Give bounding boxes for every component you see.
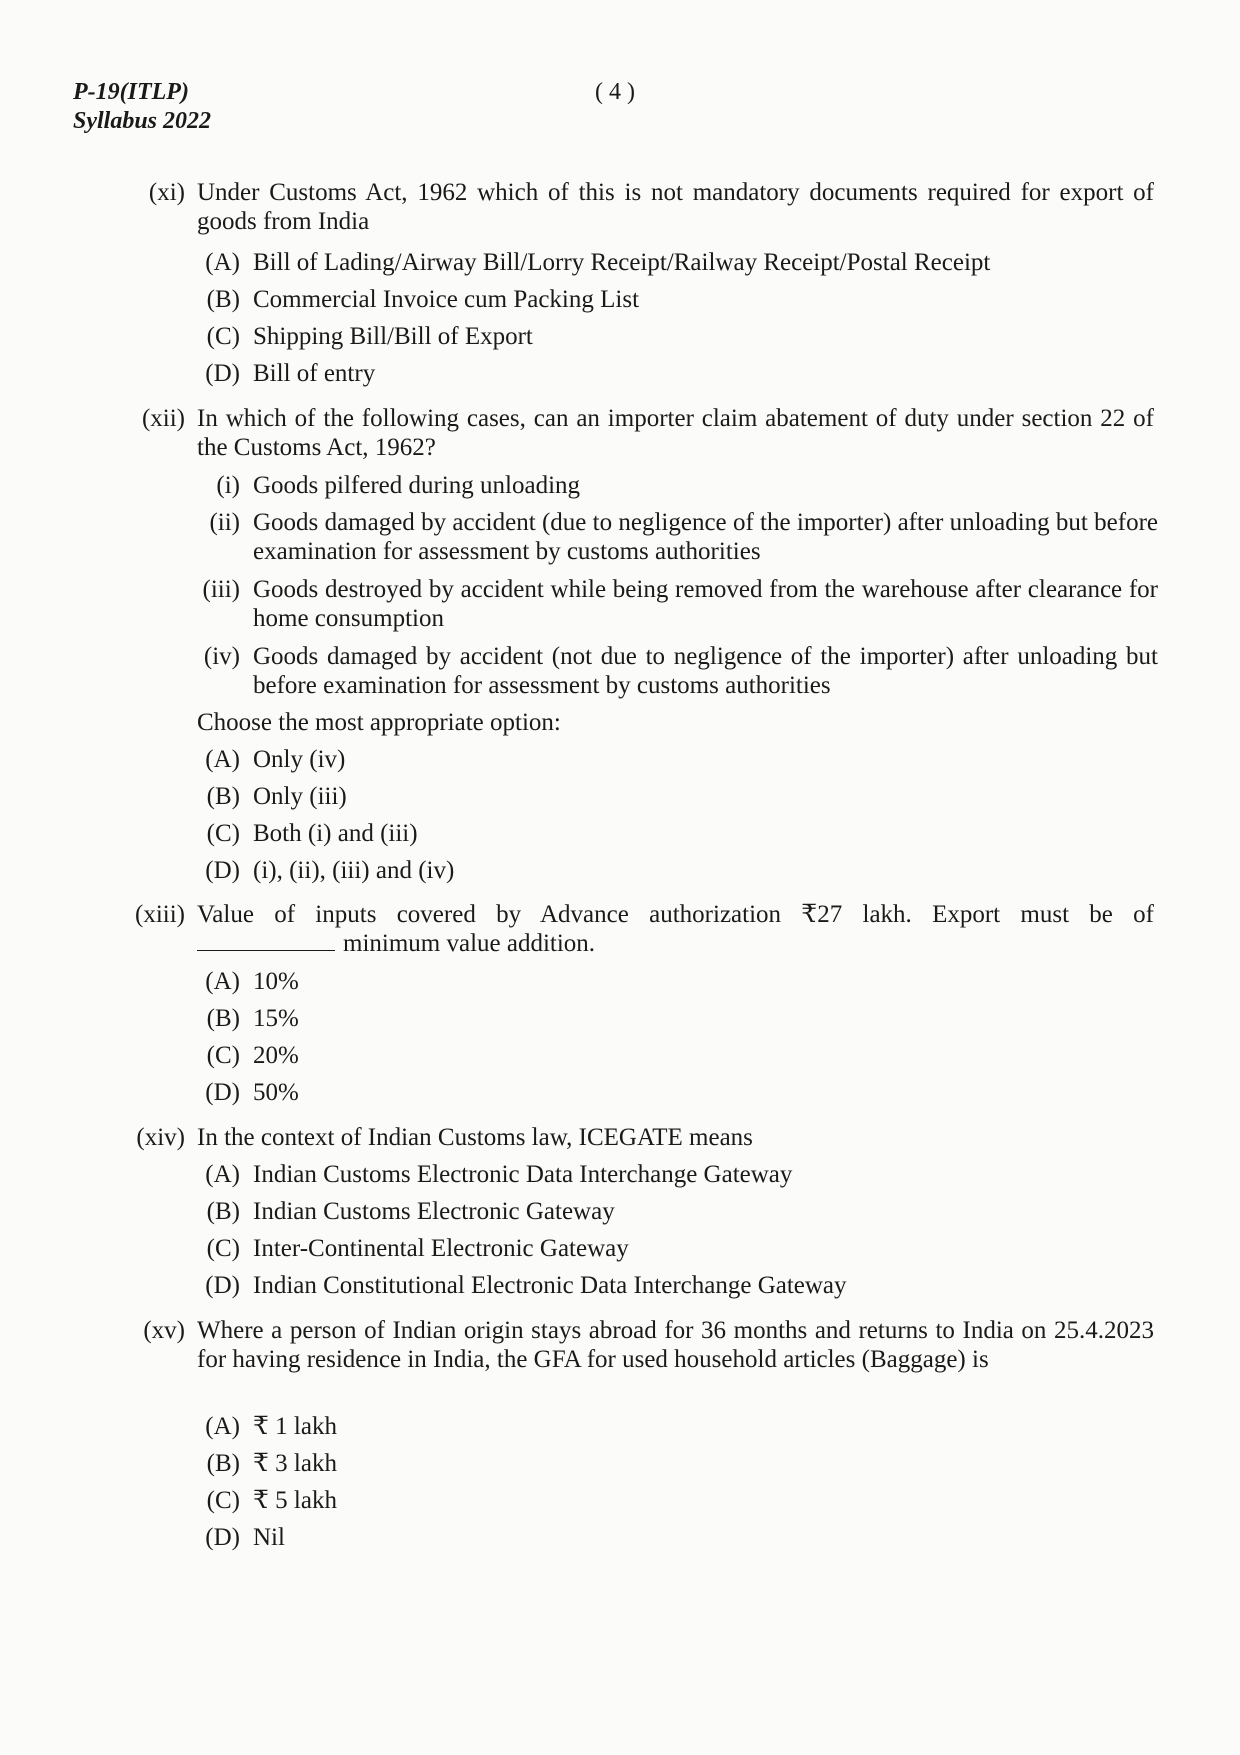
option-row <box>0 322 1240 358</box>
option-text: 50% <box>253 1079 299 1106</box>
statement-label: (i) <box>216 472 240 499</box>
option-label: (C) <box>206 323 240 350</box>
option-text: Both (i) and (iii) <box>253 820 418 847</box>
question-number: (xii) <box>141 405 185 432</box>
option-label: (A) <box>205 968 240 995</box>
page-number: ( 4 ) <box>595 79 635 105</box>
statement-label: (iii) <box>202 576 240 603</box>
option-text: 20% <box>253 1042 299 1069</box>
option-row <box>0 745 1240 781</box>
option-row <box>0 782 1240 818</box>
option-row <box>0 1197 1240 1233</box>
option-text: Shipping Bill/Bill of Export <box>253 323 533 350</box>
answer-blank <box>197 930 335 951</box>
option-text: Bill of entry <box>253 360 376 387</box>
option-text: ₹ 1 lakh <box>253 1413 337 1440</box>
paper-code: P-19(ITLP) <box>73 79 189 105</box>
option-label: (A) <box>205 249 240 276</box>
option-label: (B) <box>206 783 240 810</box>
option-text: 10% <box>253 968 299 995</box>
option-label: (A) <box>205 1161 240 1188</box>
option-text: Inter-Continental Electronic Gateway <box>253 1235 629 1262</box>
option-label: (D) <box>205 1524 240 1551</box>
statement-text: Goods destroyed by accident while being removed from the warehouse after clearance for home consumption <box>253 576 1158 632</box>
option-text: Only (iv) <box>253 746 346 773</box>
option-row <box>0 856 1240 892</box>
option-row <box>0 359 1240 395</box>
option-label: (B) <box>206 1198 240 1225</box>
option-row <box>0 248 1240 284</box>
question-text: Where a person of Indian origin stays abroad for 36 months and returns to India on 25.4.2023 for having residence in India, the GFA for used household articles (Baggage) is <box>197 1317 1154 1373</box>
question-number: (xiv) <box>136 1124 185 1151</box>
option-label: (A) <box>205 746 240 773</box>
statement-row <box>0 575 1240 632</box>
option-row <box>0 967 1240 1003</box>
option-row <box>0 285 1240 321</box>
option-row <box>0 1412 1240 1448</box>
option-row <box>0 1234 1240 1270</box>
statement-row <box>0 508 1240 565</box>
statement-text: Goods pilfered during unloading <box>253 472 581 499</box>
option-label: (A) <box>205 1413 240 1440</box>
text-after-blank: minimum value addition. <box>343 930 596 957</box>
option-text: Only (iii) <box>253 783 347 810</box>
option-label: (D) <box>205 857 240 884</box>
option-text: 15% <box>253 1005 299 1032</box>
option-text: ₹ 5 lakh <box>253 1487 337 1514</box>
option-label: (C) <box>206 1235 240 1262</box>
option-label: (D) <box>205 360 240 387</box>
option-label: (B) <box>206 286 240 313</box>
question-number: (xiii) <box>135 901 185 928</box>
option-text: Indian Constitutional Electronic Data Interchange Gateway <box>253 1272 847 1299</box>
option-text: Indian Customs Electronic Gateway <box>253 1198 615 1225</box>
question-text: In which of the following cases, can an importer claim abatement of duty under section 22 of the Customs Act, 1962? <box>197 405 1154 461</box>
option-text: Indian Customs Electronic Data Interchange Gateway <box>253 1161 793 1188</box>
question-text: In the context of Indian Customs law, ICEGATE means <box>197 1124 753 1151</box>
option-label: (C) <box>206 820 240 847</box>
option-text: Commercial Invoice cum Packing List <box>253 286 640 313</box>
question-text-continued <box>197 929 1154 958</box>
option-row <box>0 1004 1240 1040</box>
option-row <box>0 1486 1240 1522</box>
option-row <box>0 1271 1240 1307</box>
option-row <box>0 1523 1240 1559</box>
option-label: (D) <box>205 1079 240 1106</box>
statement-text: Goods damaged by accident (due to negligence of the importer) after unloading but before examination for assessment by customs authorities <box>253 509 1158 565</box>
option-text: Nil <box>253 1524 285 1551</box>
option-label: (B) <box>206 1005 240 1032</box>
statement-row <box>0 642 1240 699</box>
question-text: Value of inputs covered by Advance authorization ₹27 lakh. Export must be of <box>197 901 1154 928</box>
statement-row <box>0 471 1240 507</box>
option-row <box>0 1160 1240 1196</box>
option-label: (D) <box>205 1272 240 1299</box>
option-label: (C) <box>206 1487 240 1514</box>
option-label: (B) <box>206 1450 240 1477</box>
statement-text: Goods damaged by accident (not due to negligence of the importer) after unloading but before examination for assessment by customs authorities <box>253 643 1158 699</box>
syllabus-year: Syllabus 2022 <box>73 108 212 134</box>
option-row <box>0 1078 1240 1114</box>
option-row <box>0 819 1240 855</box>
question-number: (xi) <box>148 179 185 206</box>
statement-label: (ii) <box>209 509 240 536</box>
statement-label: (iv) <box>203 643 240 670</box>
option-text: Bill of Lading/Airway Bill/Lorry Receipt/Railway Receipt/Postal Receipt <box>253 249 991 276</box>
question-number: (xv) <box>143 1317 185 1344</box>
question-text: Under Customs Act, 1962 which of this is not mandatory documents required for export of goods from India <box>197 179 1154 235</box>
option-text: ₹ 3 lakh <box>253 1450 337 1477</box>
option-text: (i), (ii), (iii) and (iv) <box>253 857 455 884</box>
option-label: (C) <box>206 1042 240 1069</box>
choose-prompt: Choose the most appropriate option: <box>197 709 561 736</box>
option-row <box>0 1041 1240 1077</box>
option-row <box>0 1449 1240 1485</box>
